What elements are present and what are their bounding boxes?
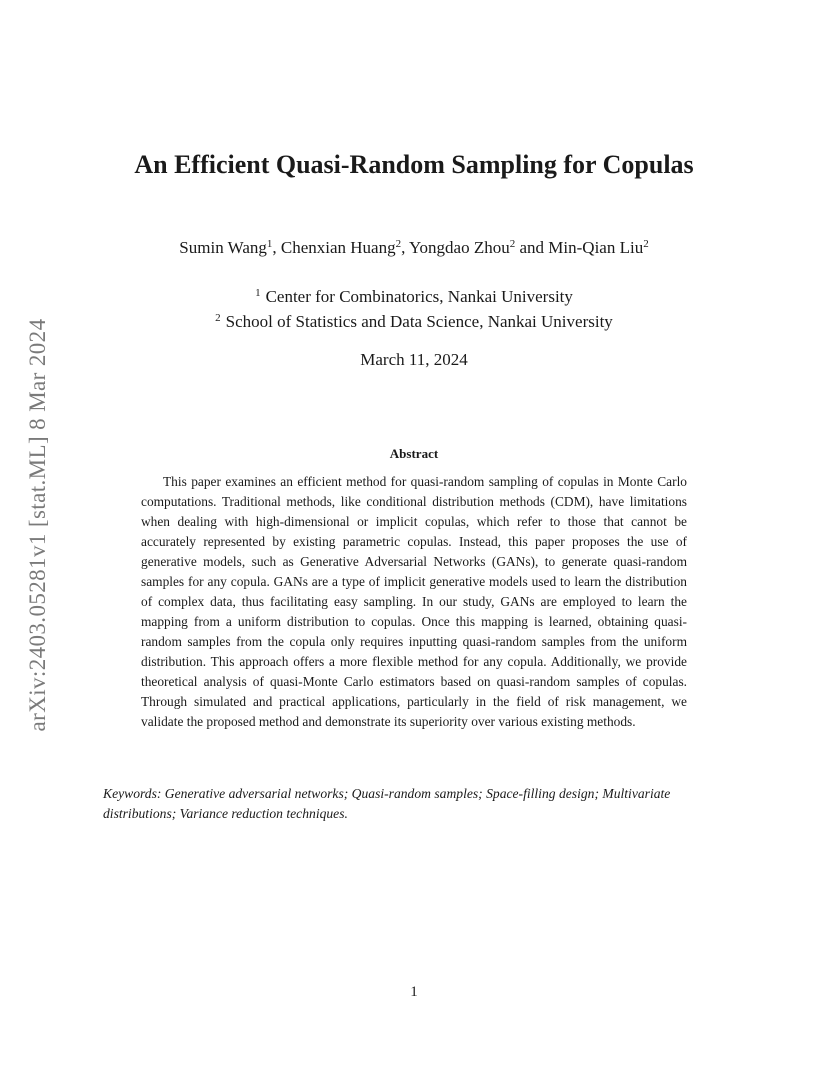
page-number: 1: [410, 984, 418, 1000]
author-name: Sumin Wang: [179, 238, 267, 257]
author-sep: ,: [272, 238, 281, 257]
author-name: Min-Qian Liu: [548, 238, 644, 257]
affiliation-mark: 2: [215, 312, 221, 324]
arxiv-side-label: arXiv:2403.05281v1 [stat.ML] 8 Mar 2024: [25, 318, 50, 732]
author-name: Yongdao Zhou: [408, 238, 510, 257]
affiliation: [100, 287, 728, 307]
affiliation-text: School of Statistics and Data Science, Nankai University: [225, 312, 613, 331]
affiliation-text: Center for Combinatorics, Nankai University: [265, 287, 573, 306]
affiliation-mark: 1: [255, 287, 261, 299]
author-mark: 2: [509, 238, 516, 250]
author-list: [90, 238, 738, 258]
paper-title: An Efficient Quasi-Random Sampling for Copulas: [134, 150, 694, 179]
abstract-heading: Abstract: [389, 446, 439, 461]
author-sep: ,: [401, 238, 409, 257]
keywords: Keywords: Generative adversarial networks; Quasi-random samples; Space-filling design; Multivariate distributions; Variance reduction techniques.: [103, 786, 671, 821]
author-mark: 2: [643, 238, 649, 250]
affiliation: [100, 312, 728, 332]
author-mark: 2: [395, 238, 402, 250]
author-name: Chenxian Huang: [280, 238, 396, 257]
author-mark: 1: [266, 238, 273, 250]
paper-date: March 11, 2024: [360, 350, 468, 369]
abstract-text: This paper examines an efficient method for quasi-random sampling of copulas in Monte Carlo computations. Traditional methods, like conditional distribution methods (CDM), have limitations when dealing with high-dimensional or implicit copulas, which refer to those that cannot be accurately represented by existing parametric copulas. Instead, this paper proposes the use of generative models, such as Generative Adversarial Networks (GANs), to generate quasi-random samples for any copula. GANs are a type of implicit generative models used to learn the distribution of complex data, thus facilitating easy sampling. In our study, GANs are employed to learn the mapping from a uniform distribution to copulas. Once this mapping is learned, obtaining quasi-random samples from the copula only requires inputting quasi-random samples from the uniform distribution. This approach offers a more flexible method for any copula. Additionally, we provide theoretical analysis of quasi-Monte Carlo estimators based on quasi-random samples of copulas. Through simulated and practical applications, particularly in the field of risk management, we validate the proposed method and demonstrate its superiority over various existing methods.: [141, 474, 687, 729]
author-sep: and: [515, 238, 549, 257]
